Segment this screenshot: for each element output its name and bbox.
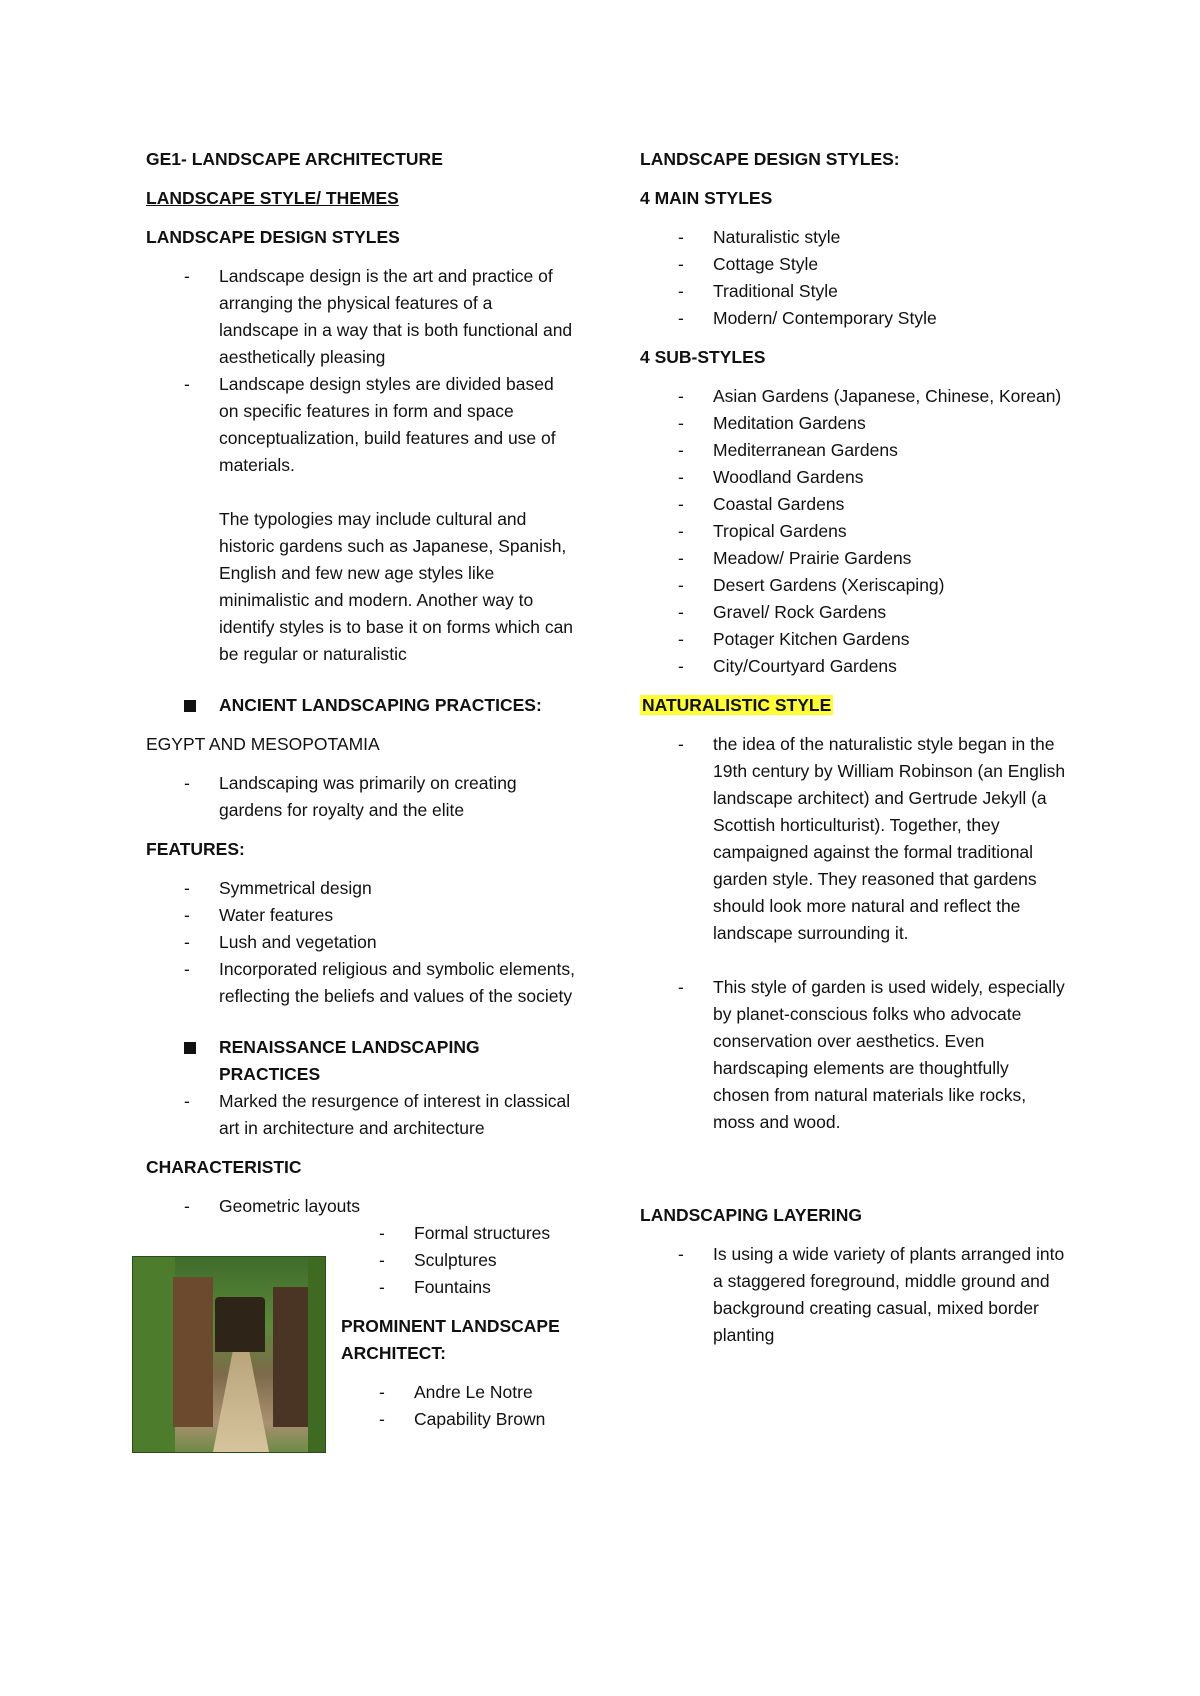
- layering-list: [640, 1241, 1070, 1349]
- features-heading: FEATURES:: [146, 839, 245, 859]
- styles-heading: LANDSCAPE DESIGN STYLES:: [640, 149, 900, 169]
- egypt-label: EGYPT AND MESOPOTAMIA: [146, 734, 380, 754]
- list-item: - Meditation Gardens: [640, 410, 1070, 437]
- list-item: - Gravel/ Rock Gardens: [640, 599, 1070, 626]
- left-column: [146, 146, 576, 1445]
- right-column: [640, 146, 1070, 1361]
- list-item: - This style of garden is used widely, especially by planet-conscious folks who advocate conservation over aesthetics. Even hardscaping elements are thoughtfully chosen from natural materials like rocks, moss and wood.: [640, 974, 1070, 1136]
- list-item: - Landscaping was primarily on creating gardens for royalty and the elite: [146, 770, 576, 824]
- list-item: - Capability Brown: [341, 1406, 576, 1433]
- renaissance-list: [146, 1088, 576, 1142]
- architect-list: [341, 1379, 576, 1433]
- sub-styles-heading: 4 SUB-STYLES: [640, 347, 766, 367]
- list-item: - Incorporated religious and symbolic elements, reflecting the beliefs and values of the society: [146, 956, 576, 1010]
- black-square-icon: [184, 1042, 196, 1054]
- list-item: - the idea of the naturalistic style began in the 19th century by William Robinson (an English landscape architect) and Gertrude Jekyll (a Scottish horticulturist). Together, they campaigned against the formal traditional garden style. They reasoned that gardens should look more natural and reflect the landscape surrounding it.: [640, 731, 1070, 947]
- list-item: - Woodland Gardens: [640, 464, 1070, 491]
- features-list: [146, 875, 576, 1010]
- list-item: - Landscape design styles are divided based on specific features in form and space conceptualization, build features and use of materials.: [146, 371, 576, 479]
- main-styles-heading: 4 MAIN STYLES: [640, 188, 773, 208]
- list-item: - City/Courtyard Gardens: [640, 653, 1070, 680]
- list-item: - Andre Le Notre: [341, 1379, 576, 1406]
- design-styles-list: [146, 263, 576, 479]
- characteristic-heading: CHARACTERISTIC: [146, 1157, 302, 1177]
- renaissance-practices-heading: [146, 1034, 576, 1088]
- renaissance-practices-label: RENAISSANCE LANDSCAPING PRACTICES: [219, 1037, 480, 1084]
- list-item: - Geometric layouts: [146, 1193, 576, 1220]
- list-item: - Lush and vegetation: [146, 929, 576, 956]
- document-title: GE1- LANDSCAPE ARCHITECTURE: [146, 149, 443, 169]
- list-item: - Modern/ Contemporary Style: [640, 305, 1070, 332]
- document-subtitle: LANDSCAPE STYLE/ THEMES: [146, 188, 399, 208]
- list-item: - Landscape design is the art and practice of arranging the physical features of a landscape in a way that is both functional and aesthetically pleasing: [146, 263, 576, 371]
- ancient-practices-label: ANCIENT LANDSCAPING PRACTICES:: [219, 695, 542, 715]
- list-item: - Meadow/ Prairie Gardens: [640, 545, 1070, 572]
- list-item: - Asian Gardens (Japanese, Chinese, Korean): [640, 383, 1070, 410]
- ancient-practices-heading: [146, 692, 576, 719]
- list-item: - Sculptures: [341, 1247, 576, 1274]
- main-styles-list: [640, 224, 1070, 332]
- design-styles-heading: LANDSCAPE DESIGN STYLES: [146, 227, 400, 247]
- garden-gate-photo: [132, 1256, 326, 1453]
- black-square-icon: [184, 700, 196, 712]
- list-item: - Tropical Gardens: [640, 518, 1070, 545]
- list-item: - Is using a wide variety of plants arranged into a staggered foreground, middle ground and background creating casual, mixed border planting: [640, 1241, 1070, 1349]
- characteristic-sub-block: [146, 1220, 576, 1433]
- architect-heading: PROMINENT LANDSCAPE ARCHITECT:: [341, 1316, 560, 1363]
- list-item: - Symmetrical design: [146, 875, 576, 902]
- list-item: - Formal structures: [341, 1220, 576, 1247]
- characteristic-list: [146, 1193, 576, 1220]
- typologies-paragraph: The typologies may include cultural and historic gardens such as Japanese, Spanish, English and few new age styles like minimalistic and modern. Another way to identify styles is to base it on forms which can be regular or naturalistic: [219, 509, 574, 664]
- naturalistic-heading: [640, 692, 1070, 719]
- list-item: - Cottage Style: [640, 251, 1070, 278]
- list-item: - Coastal Gardens: [640, 491, 1070, 518]
- sub-styles-list: [640, 383, 1070, 680]
- list-item: - Naturalistic style: [640, 224, 1070, 251]
- list-item: - Desert Gardens (Xeriscaping): [640, 572, 1070, 599]
- list-item: - Traditional Style: [640, 278, 1070, 305]
- list-item: - Marked the resurgence of interest in classical art in architecture and architecture: [146, 1088, 576, 1142]
- egypt-list: [146, 770, 576, 824]
- naturalistic-highlight: NATURALISTIC STYLE: [642, 695, 832, 715]
- naturalistic-list: [640, 731, 1070, 1136]
- characteristic-sub-list: [341, 1220, 576, 1301]
- spacer: [640, 1148, 1070, 1202]
- list-item: - Potager Kitchen Gardens: [640, 626, 1070, 653]
- list-item: - Fountains: [341, 1274, 576, 1301]
- list-item: - Mediterranean Gardens: [640, 437, 1070, 464]
- list-item: - Water features: [146, 902, 576, 929]
- layering-heading: LANDSCAPING LAYERING: [640, 1205, 863, 1225]
- side-list: [341, 1220, 576, 1433]
